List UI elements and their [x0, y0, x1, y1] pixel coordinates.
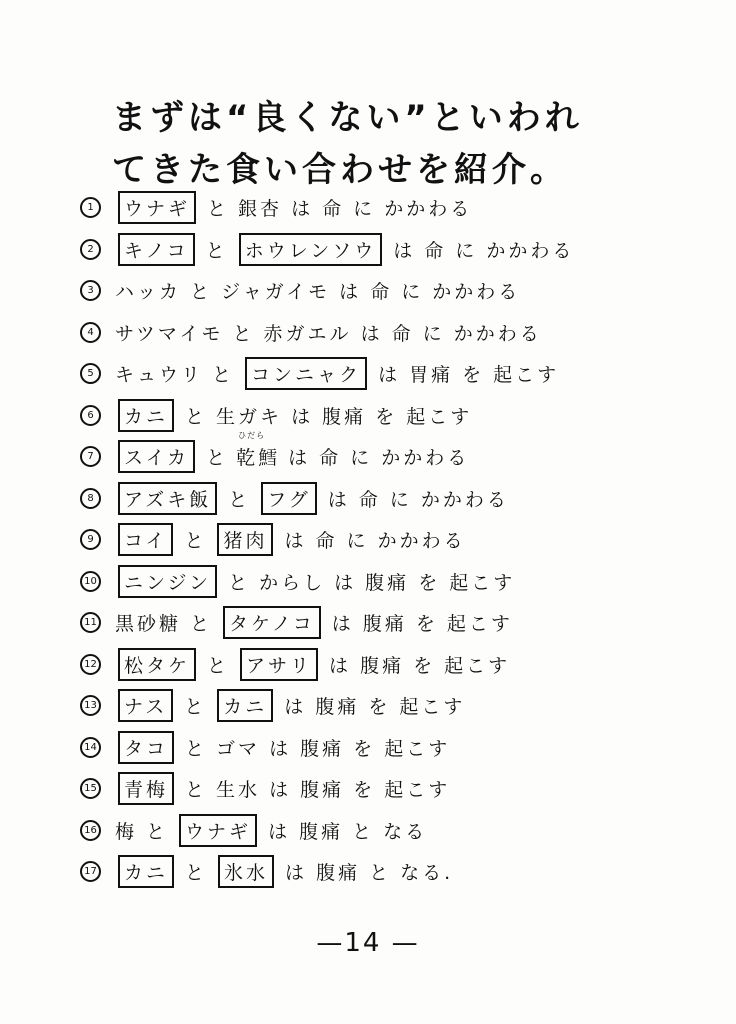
- item-text: と 生水 は 腹痛 を 起こす: [185, 779, 451, 802]
- item-text: 黒砂糖 と: [115, 613, 213, 636]
- item-text: は 腹痛 と なる.: [285, 862, 454, 885]
- list-item: [80, 851, 680, 893]
- item-number: 14: [80, 737, 101, 758]
- list-item: [80, 478, 680, 520]
- item-text: は 腹痛 と なる: [268, 820, 428, 843]
- item-text: は 命 に かかわる: [327, 488, 509, 511]
- item-text: と: [185, 862, 208, 885]
- list-item: [80, 431, 680, 478]
- list-item: [80, 395, 680, 437]
- item-text: は 胃痛 を 起こす: [378, 364, 560, 387]
- item-text: は 命 に かかわる: [284, 530, 466, 553]
- item-text: と 生ガキ は 腹痛 を 起こす: [185, 405, 473, 428]
- item-number: 5: [80, 363, 101, 384]
- boxed-food: ニンジン: [118, 565, 217, 598]
- item-text: は 腹痛 を 起こす: [329, 654, 511, 677]
- boxed-food: アズキ飯: [118, 482, 217, 515]
- boxed-food: カニ: [217, 689, 273, 722]
- item-text: と 銀杏 は 命 に かかわる: [207, 198, 473, 221]
- boxed-food: スイカ: [118, 440, 195, 473]
- item-number: 11: [80, 612, 101, 633]
- item-number: 10: [80, 571, 101, 592]
- boxed-food: コンニャク: [245, 357, 367, 390]
- boxed-food: カニ: [118, 399, 174, 432]
- item-number: 3: [80, 280, 101, 301]
- boxed-food: 猪肉: [217, 523, 273, 556]
- list-item: [80, 187, 680, 229]
- item-number: 13: [80, 695, 101, 716]
- item-number: 9: [80, 529, 101, 550]
- title-line-1: まずは“良くない”といわれ: [112, 98, 583, 138]
- boxed-food: カニ: [118, 855, 174, 888]
- item-text: と: [184, 530, 207, 553]
- list-item: [80, 519, 680, 561]
- item-text: 乾鱈: [236, 447, 281, 470]
- list-item: [80, 685, 680, 727]
- list-item: [80, 229, 680, 271]
- item-text: と ゴマ は 腹痛 を 起こす: [185, 737, 451, 760]
- item-text: サツマイモ と 赤ガエル は 命 に かかわる: [115, 322, 542, 345]
- title-line-2: てきた食い合わせを紹介。: [112, 150, 568, 190]
- list-item: [80, 810, 680, 852]
- boxed-food: コイ: [118, 523, 173, 556]
- boxed-food: ウナギ: [179, 814, 257, 847]
- boxed-food: 松タケ: [118, 648, 196, 681]
- item-text: と: [228, 488, 251, 511]
- boxed-food: ウナギ: [118, 191, 196, 224]
- boxed-food: アサリ: [240, 648, 318, 681]
- item-text: と: [205, 239, 228, 262]
- list-item: [80, 602, 680, 644]
- item-number: 2: [80, 239, 101, 260]
- item-text: は 命 に かかわる: [288, 447, 470, 470]
- item-number: 7: [80, 446, 101, 467]
- boxed-food: キノコ: [118, 233, 195, 266]
- boxed-food: フグ: [261, 482, 316, 515]
- boxed-food: タコ: [118, 731, 174, 764]
- item-text: は 腹痛 を 起こす: [284, 696, 466, 719]
- item-text: と: [206, 447, 229, 470]
- item-text: は 腹痛 を 起こす: [331, 613, 513, 636]
- item-number: 15: [80, 778, 101, 799]
- list-item: [80, 312, 680, 354]
- item-text: と からし は 腹痛 を 起こす: [228, 571, 516, 594]
- item-number: 6: [80, 405, 101, 426]
- ruby-word: [236, 431, 281, 470]
- food-combination-list: [80, 187, 680, 893]
- item-text: と: [184, 696, 207, 719]
- boxed-food: タケノコ: [223, 606, 321, 639]
- furigana: ひだら: [238, 431, 266, 441]
- list-item: [80, 561, 680, 603]
- item-text: ハッカ と ジャガイモ は 命 に かかわる: [115, 281, 521, 304]
- list-item: [80, 768, 680, 810]
- item-text: キュウリ と: [115, 364, 235, 387]
- item-text: は 命 に かかわる: [393, 239, 575, 262]
- page-number: —14 —: [316, 928, 420, 958]
- item-number: 16: [80, 820, 101, 841]
- boxed-food: ナス: [118, 689, 173, 722]
- item-number: 17: [80, 861, 101, 882]
- item-number: 12: [80, 654, 101, 675]
- list-item: [80, 644, 680, 686]
- item-text: と: [207, 654, 230, 677]
- boxed-food: ホウレンソウ: [239, 233, 383, 266]
- boxed-food: 氷水: [218, 855, 274, 888]
- list-item: [80, 727, 680, 769]
- item-number: 1: [80, 197, 101, 218]
- list-item: [80, 270, 680, 312]
- item-number: 8: [80, 488, 101, 509]
- item-number: 4: [80, 322, 101, 343]
- page-title: [112, 92, 612, 196]
- list-item: [80, 353, 680, 395]
- item-text: 梅 と: [115, 820, 169, 843]
- boxed-food: 青梅: [118, 772, 174, 805]
